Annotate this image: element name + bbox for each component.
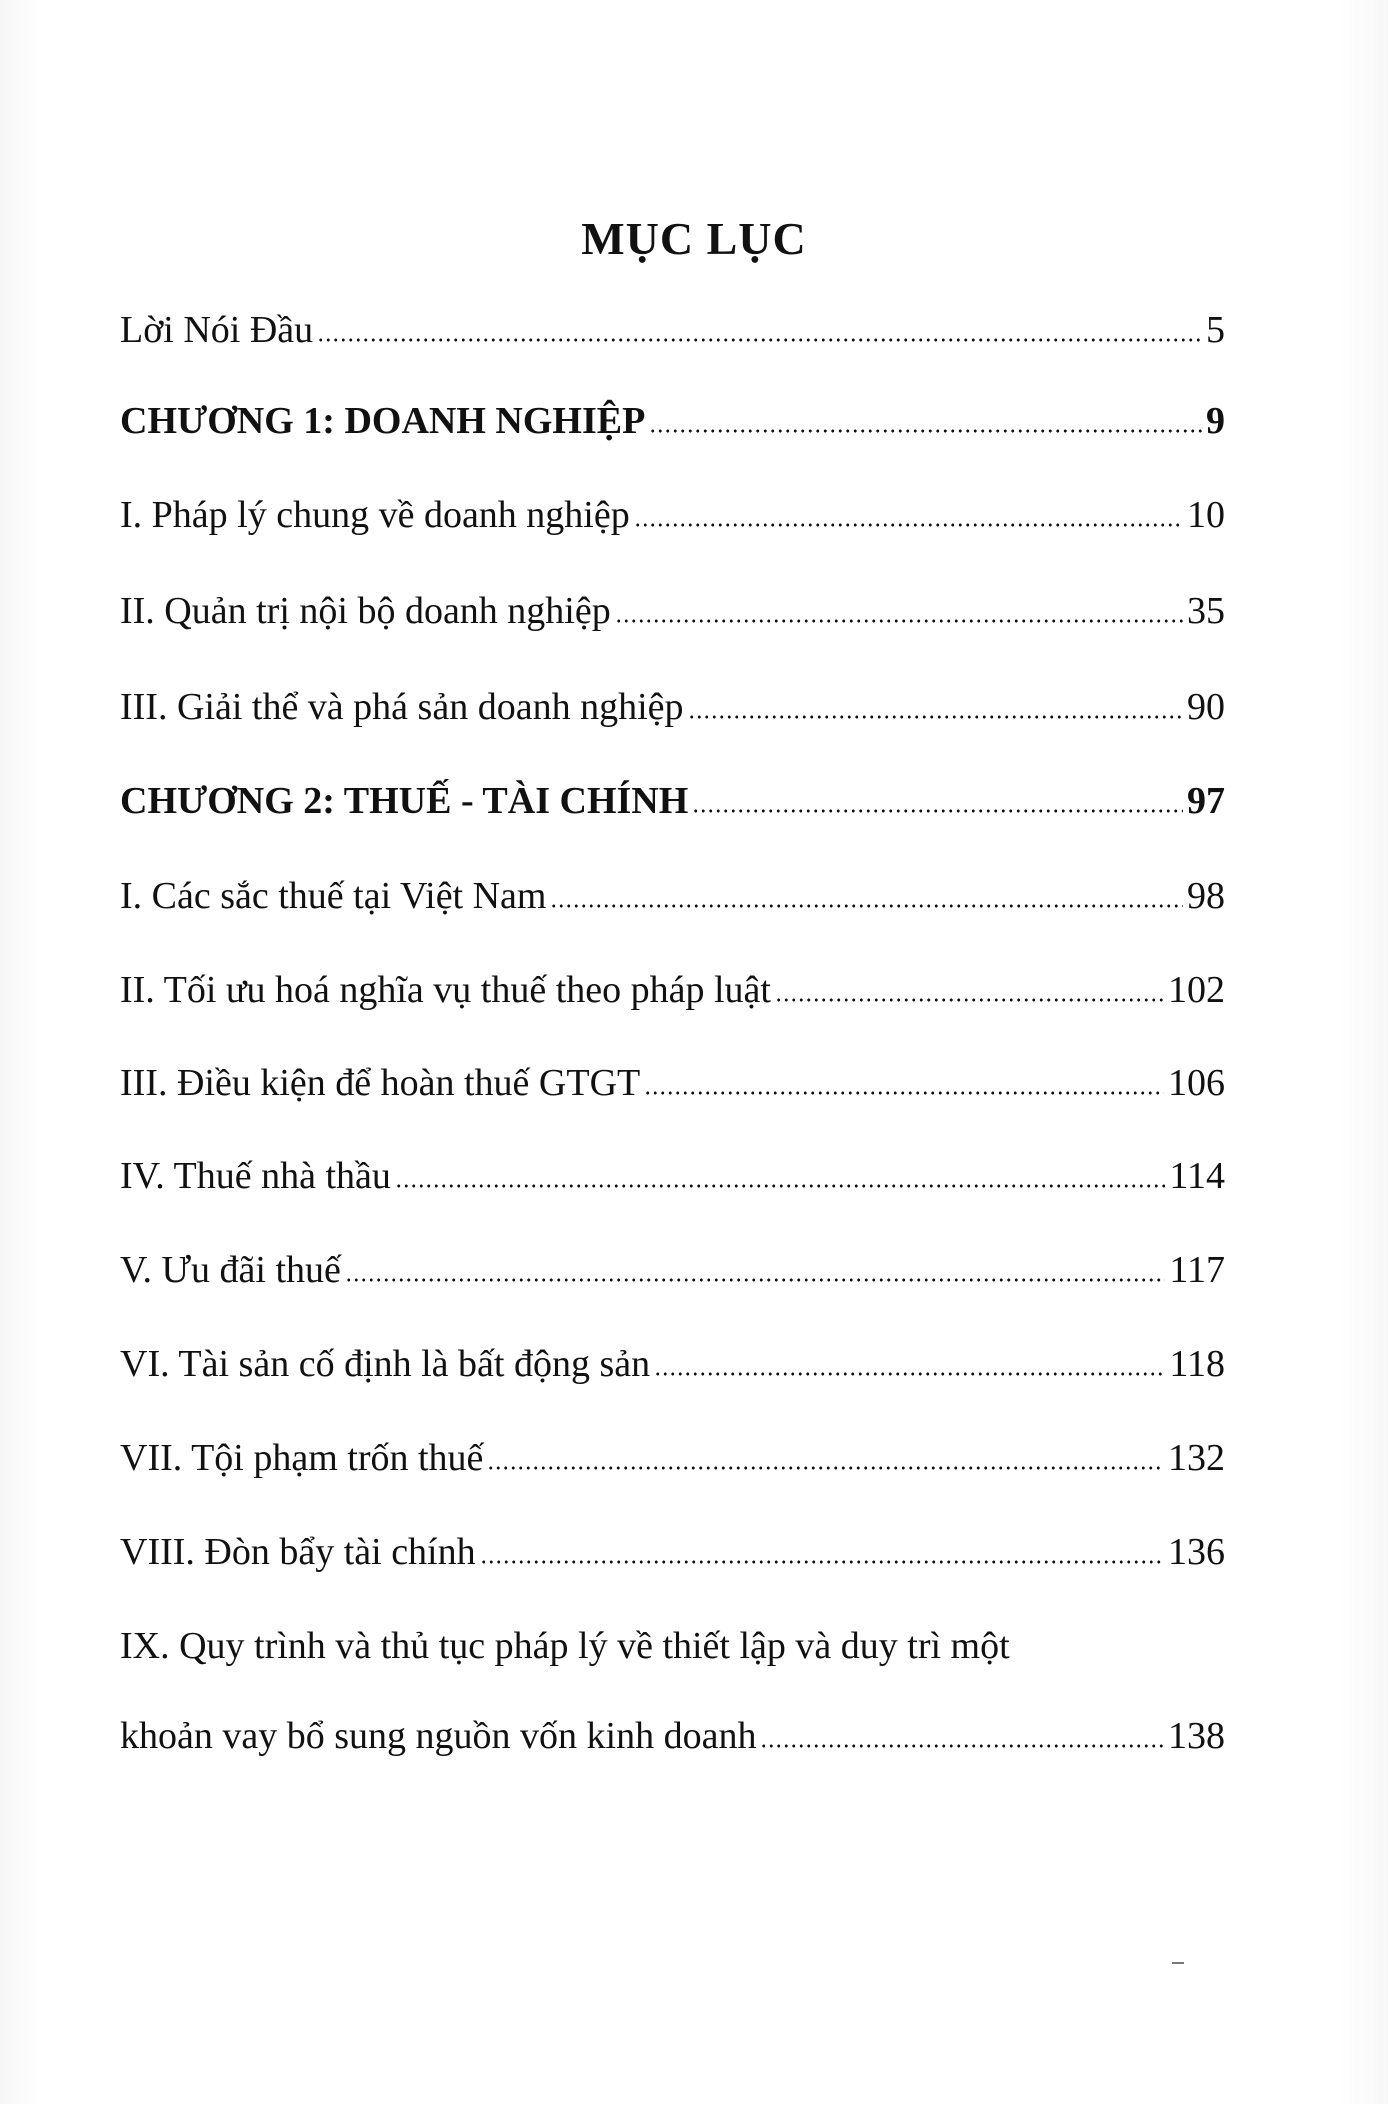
toc-chapter-label: CHƯƠNG 1: DOANH NGHIỆP xyxy=(120,400,646,442)
print-mark xyxy=(1172,1962,1184,1964)
toc-entry-label: II. Quản trị nội bộ doanh nghiệp xyxy=(120,590,611,632)
toc-entry-label: VIII. Đòn bẩy tài chính xyxy=(120,1531,476,1573)
toc-entry-page: 98 xyxy=(1187,875,1225,917)
toc-entry[interactable] xyxy=(120,1152,1225,1200)
toc-entry-page: 5 xyxy=(1206,309,1225,351)
toc-entry-label: khoản vay bổ sung nguồn vốn kinh doanh xyxy=(120,1715,757,1757)
toc-entry-page: 138 xyxy=(1168,1715,1225,1757)
dot-leader xyxy=(550,901,1183,911)
toc-chapter-label: CHƯƠNG 2: THUẾ - TÀI CHÍNH xyxy=(120,780,689,822)
dot-leader xyxy=(649,426,1202,436)
dot-leader xyxy=(395,1181,1166,1191)
dot-leader xyxy=(487,1463,1164,1473)
toc-entry-foreword[interactable] xyxy=(120,306,1225,354)
toc-entry-page: 90 xyxy=(1187,686,1225,728)
toc-entry-label: III. Giải thể và phá sản doanh nghiệp xyxy=(120,686,684,728)
toc-entry-page: 106 xyxy=(1168,1062,1225,1104)
toc-entry-label: VI. Tài sản cố định là bất động sản xyxy=(120,1343,651,1385)
toc-entry-page: 10 xyxy=(1187,494,1225,536)
toc-chapter-1[interactable] xyxy=(120,397,1225,445)
toc-entry[interactable] xyxy=(120,966,1225,1014)
dot-leader xyxy=(775,995,1164,1005)
toc-entry[interactable] xyxy=(120,1528,1225,1576)
dot-leader xyxy=(615,616,1183,626)
dot-leader xyxy=(688,712,1184,722)
toc-entry-label: I. Các sắc thuế tại Việt Nam xyxy=(120,875,547,917)
toc-entry[interactable] xyxy=(120,1340,1225,1388)
toc-entry-multiline-first[interactable]: IX. Quy trình và thủ tục pháp lý về thiết lập và duy trì một xyxy=(120,1625,1010,1667)
dot-leader xyxy=(692,806,1183,816)
toc-entry-page: 114 xyxy=(1169,1155,1225,1197)
dot-leader xyxy=(317,335,1202,345)
toc-entry[interactable] xyxy=(120,683,1225,731)
toc-entry-label: Lời Nói Đầu xyxy=(120,309,314,351)
toc-entry-label: II. Tối ưu hoá nghĩa vụ thuế theo pháp luật xyxy=(120,969,771,1011)
toc-chapter-page: 9 xyxy=(1206,400,1225,442)
dot-leader xyxy=(654,1369,1165,1379)
dot-leader xyxy=(644,1088,1164,1098)
toc-chapter-page: 97 xyxy=(1187,780,1225,822)
toc-entry-multiline-second[interactable] xyxy=(120,1712,1225,1760)
toc-entry-page: 136 xyxy=(1168,1531,1225,1573)
toc-entry[interactable] xyxy=(120,1434,1225,1482)
toc-entry[interactable] xyxy=(120,872,1225,920)
toc-entry-label: VII. Tội phạm trốn thuế xyxy=(120,1437,484,1479)
toc-entry[interactable] xyxy=(120,587,1225,635)
toc-entry[interactable] xyxy=(120,1246,1225,1294)
toc-entry-label: V. Ưu đãi thuế xyxy=(120,1249,341,1291)
dot-leader xyxy=(760,1741,1164,1751)
toc-entry[interactable] xyxy=(120,1059,1225,1107)
toc-entry-page: 35 xyxy=(1187,590,1225,632)
toc-entry-page: 102 xyxy=(1168,969,1225,1011)
toc-entry-page: 118 xyxy=(1169,1343,1225,1385)
toc-entry-label: I. Pháp lý chung về doanh nghiệp xyxy=(120,494,630,536)
dot-leader xyxy=(345,1275,1166,1285)
toc-chapter-2[interactable] xyxy=(120,777,1225,825)
dot-leader xyxy=(634,520,1183,530)
dot-leader xyxy=(480,1557,1164,1567)
toc-entry-page: 132 xyxy=(1168,1437,1225,1479)
toc-entry-label: IV. Thuế nhà thầu xyxy=(120,1155,391,1197)
page-title: MỤC LỤC xyxy=(581,213,807,264)
toc-entry[interactable] xyxy=(120,491,1225,539)
toc-entry-label: III. Điều kiện để hoàn thuế GTGT xyxy=(120,1062,641,1104)
toc-entry-page: 117 xyxy=(1169,1249,1225,1291)
